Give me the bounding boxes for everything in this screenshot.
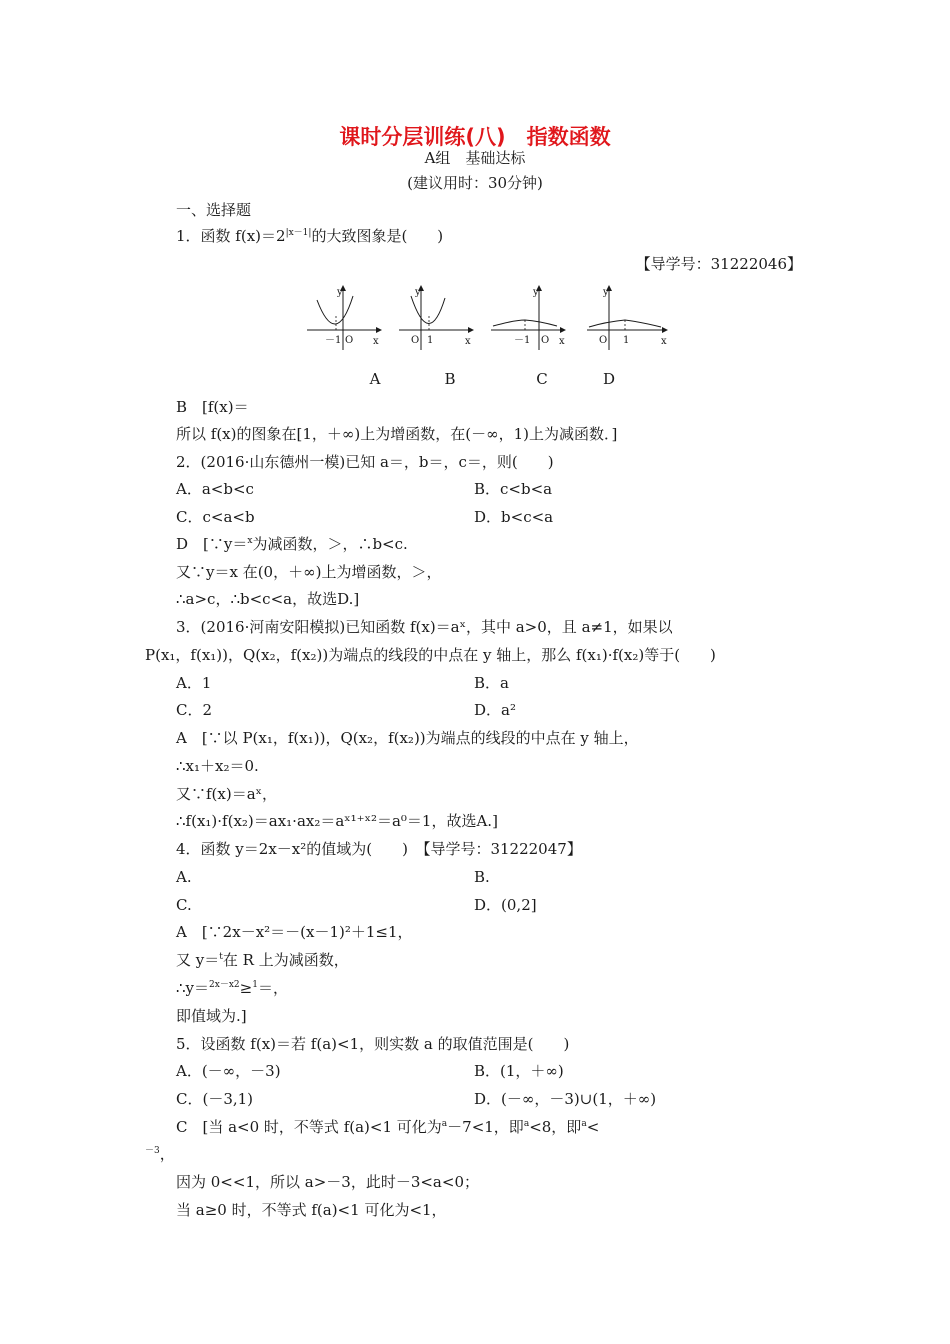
q4-answer-3-pre: ∴y＝ (176, 979, 210, 997)
q5-answer-1-c: <8，即 (529, 1118, 582, 1136)
q5-answer-1-d: < (586, 1118, 600, 1136)
graph-b-x-label: x (465, 336, 471, 347)
q2-answer-1-pre: D [∵y＝ (176, 535, 248, 553)
q2-answer-1-sup: x (247, 536, 253, 546)
q1-stem-text: 1．函数 f(x)＝2 (176, 227, 286, 245)
page-title: 课时分层训练(八) 指数函数 (339, 125, 611, 149)
q3-option-c: C．2 (176, 701, 213, 719)
q5-answer-line-3: 因为 0<<1，所以 a>－3，此时－3<a<0； (176, 1173, 479, 1191)
graph-c-x-label: x (559, 336, 565, 347)
q5-answer-2-text: ， (159, 1145, 175, 1163)
q4-stem: 4．函数 y＝2x－x²的值域为( ) 【导学号：31222047】 (176, 840, 582, 858)
q4-answer-2-pre: 又 y＝ (176, 951, 220, 969)
group-subtitle: A组 基础达标 (424, 149, 526, 167)
graph-d-origin: O (599, 335, 608, 346)
graph-d-tick-1: 1 (623, 335, 630, 346)
q3-answer-line-2: ∴x₁＋x₂＝0. (176, 757, 259, 775)
q4-answer-line-2 (176, 950, 349, 970)
q4-answer-3-mid: ≥ (239, 979, 253, 997)
graph-a-origin: O (345, 335, 354, 346)
graph-a-tick-neg1: －1 (325, 335, 342, 346)
graph-b-origin: O (411, 335, 420, 346)
q2-option-b: B．c<b<a (474, 480, 553, 498)
q3-answer-line-3: 又∵f(x)＝aˣ， (176, 785, 278, 803)
q2-answer-line-2: 又∵y＝x 在(0，＋∞)上为增函数，＞， (176, 563, 442, 581)
q5-answer-1-sup2: a (523, 1119, 530, 1129)
q3-option-a: A．1 (176, 674, 212, 692)
q1-stem-end: 的大致图象是( ) (311, 227, 444, 245)
q2-option-c: C．c<a<b (176, 508, 255, 526)
q5-answer-line-2 (145, 1144, 175, 1164)
time-hint: (建议用时：30分钟) (407, 174, 543, 192)
q3-stem-line-1: 3．(2016·河南安阳模拟)已知函数 f(x)＝aˣ，其中 a>0，且 a≠1，如果以 (176, 618, 673, 636)
graph-b (399, 286, 473, 350)
q5-answer-1-b: －7<1，即 (447, 1118, 524, 1136)
q1-answer-line-2: 所以 f(x)的图象在[1，＋∞)上为增函数，在(－∞，1)上为减函数．] (176, 425, 618, 443)
q4-answer-line-3 (176, 978, 288, 998)
q2-option-a: A．a<b<c (176, 480, 254, 498)
graph-label-c: C (536, 370, 548, 388)
q1-guide-number: 【导学号：31222046】 (635, 255, 802, 273)
q2-stem: 2．(2016·山东德州一模)已知 a＝，b＝，c＝，则( ) (176, 453, 554, 471)
q5-answer-line-4: 当 a≥0 时，不等式 f(a)<1 可化为<1， (176, 1201, 447, 1219)
q1-stem-exponent: |x－1| (285, 228, 312, 238)
q5-answer-1-sup1: a (441, 1119, 448, 1129)
graph-c (491, 286, 565, 350)
q5-answer-1-sup3: a (581, 1119, 587, 1129)
q3-answer-line-1: A [∵以 P(x₁，f(x₁))，Q(x₂，f(x₂))为端点的线段的中点在 y 轴上， (176, 729, 639, 747)
q4-option-d: D．(0,2] (474, 896, 537, 914)
graph-d (587, 286, 667, 350)
q1-answer-line-1: B [f(x)＝ (176, 398, 249, 416)
q3-stem-line-2: P(x₁，f(x₁))，Q(x₂，f(x₂))为端点的线段的中点在 y 轴上，那么 f(x₁)·f(x₂)等于( ) (145, 646, 716, 664)
graph-b-tick-1: 1 (427, 335, 434, 346)
q1-stem (176, 226, 443, 246)
graph-a-x-label: x (373, 336, 379, 347)
q4-answer-3-sup1: 2x－x2 (209, 980, 240, 990)
graph-d-y-label: y (603, 287, 609, 298)
q4-option-c: C. (176, 896, 192, 914)
q5-answer-line-1 (176, 1117, 599, 1137)
q3-answer-line-4: ∴f(x₁)·f(x₂)＝ax₁·ax₂＝aˣ¹⁺ˣ²＝a⁰＝1，故选A.] (176, 812, 498, 830)
q4-answer-2-post: 在 R 上为减函数， (222, 951, 349, 969)
q5-option-c: C．(－3,1) (176, 1090, 254, 1108)
graph-label-b: B (444, 370, 456, 388)
q4-answer-2-sup: t (219, 952, 223, 962)
q5-option-a: A．(－∞，－3) (176, 1062, 281, 1080)
graph-a-y-label: y (337, 287, 343, 298)
q4-option-b: B. (474, 868, 490, 886)
q2-answer-line-3: ∴a>c，∴b<c<a，故选D.] (176, 590, 360, 608)
q3-option-d: D．a² (474, 701, 516, 719)
q5-answer-1-a: C [当 a<0 时，不等式 f(a)<1 可化为 (176, 1118, 442, 1136)
q2-option-d: D．b<c<a (474, 508, 554, 526)
graph-label-d: D (602, 370, 616, 388)
q5-answer-2-sup: －3 (145, 1146, 160, 1156)
q3-option-b: B．a (474, 674, 509, 692)
q5-stem: 5．设函数 f(x)＝若 f(a)<1，则实数 a 的取值范围是( ) (176, 1035, 570, 1053)
graph-a (307, 286, 381, 350)
q2-answer-1-post: 为减函数，＞，∴b<c. (252, 535, 408, 553)
graph-c-y-label: y (533, 287, 539, 298)
q4-answer-line-1: A [∵2x－x²＝－(x－1)²＋1≤1， (176, 923, 413, 941)
q5-option-d: D．(－∞，－3)∪(1，＋∞) (474, 1090, 657, 1108)
section-heading: 一、选择题 (176, 201, 252, 219)
q1-graph-options (305, 282, 670, 354)
q5-option-b: B．(1，＋∞) (474, 1062, 564, 1080)
q4-answer-line-4: 即值域为.] (176, 1007, 247, 1025)
graph-c-origin: O (541, 335, 550, 346)
q2-answer-line-1 (176, 534, 408, 554)
graph-b-y-label: y (415, 287, 421, 298)
q4-answer-3-sup2: 1 (252, 980, 258, 990)
graph-label-a: A (369, 370, 381, 388)
graph-c-tick-neg1: －1 (514, 335, 531, 346)
graph-d-x-label: x (661, 336, 667, 347)
q4-option-a: A. (176, 868, 192, 886)
q4-answer-3-post: ＝， (257, 979, 288, 997)
